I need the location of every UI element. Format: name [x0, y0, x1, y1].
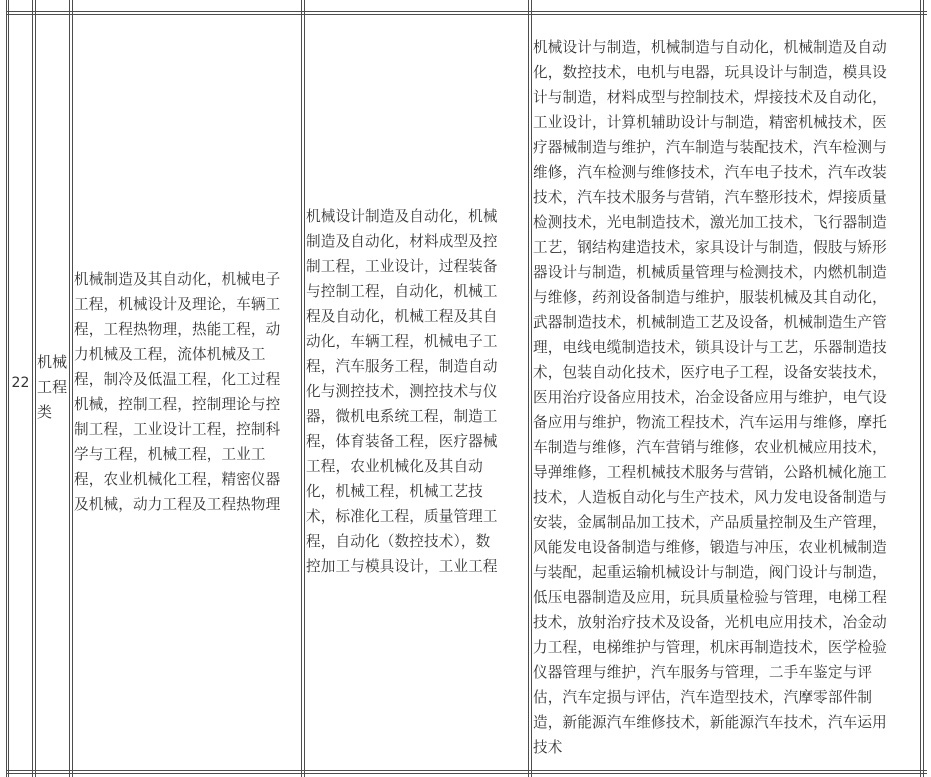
col-divider [301, 0, 302, 777]
vocational-majors-cell [532, 15, 920, 770]
bachelor-majors-text: 机械设计制造及自动化，机械 制造及自动化，材料成型及控 制工程，工业设计，过程装备 与控制工程，自动化，机械工 程及自动化，机械工程及其自 动化，车辆工程，机械电子工 程，汽车服务工程，制造自动 化与测控技术，测控技术与仪 器，微机电系统工程，制造工 程，体育装备工程，医疗器械 工程，农业机械化及其自动 化，机械工程，机械工艺技 术，标准化工程，质量管理工 程，自动化（数控技术），数 控加工与模具设计，工业工程 [306, 208, 498, 575]
col-divider [69, 0, 70, 777]
table-top-divider [6, 11, 927, 12]
undergrad-majors-cell [73, 15, 301, 770]
table-bottom-border [6, 773, 927, 774]
col-divider [32, 0, 33, 777]
col-divider [920, 0, 921, 777]
undergrad-majors-text: 机械制造及其自动化，机械电子 工程，机械设计及理论，车辆工 程，工程热物理，热能工程，动 力机械及工程，流体机械及工 程，制冷及低温工程，化工过程 机械，控制工程，控制理论与控 制工程，工业设计工程，控制科 学与工程，机械工程，工业工 程，农业机械化工程，精密仪器 及机械，动力工程及工程热物理 [74, 270, 281, 513]
vocational-majors-text: 机械设计与制造，机械制造与自动化，机械制造及自动 化，数控技术，电机与电器，玩具设计与制造，模具设 计与制造，材料成型与控制技术，焊接技术及自动化， 工业设计，计算机辅助设计与制造，精密机械技术，医 疗器械制造与维护，汽车制造与装配技术，汽车检测与 维修，汽车检测与维修技术，汽车电子技术，汽车改装 技术，汽车技术服务与营销，汽车整形技术，焊接质量 检测技术，光电制造技术，激光加工技术，飞行器制造 工艺，钢结构建造技术，家具设计与制造，假肢与矫形 器设计与制造，机械质量管理与检测技术，内燃机制造 与维修，药剂设备制造与维护，服装机械及其自动化， 武器制造技术，机械制造工艺及设备，机械制造生产管 理，电线电缆制造技术，锁具设计与工艺，乐器制造技 术，包装自动化技术，医疗电子工程，设备安装技术， 医用治疗设备应用技术，冶金设备应用与维护，电气设 备应用与维护，物流工程技术，汽车运用与维修，摩托 车制造与维修，汽车营销与维修，农业机械应用技术， 导弹维修，工程机械技术服务与营销，公路机械化施工 技术，人造板自动化与生产技术，风力发电设备制造与 安装，金属制品加工技术，产品质量控制及生产管理， 风能发电设备制造与维修，锻造与冲压，农业机械制造 与装配，起重运输机械设计与制造，阀门设计与制造， 低压电器制造及应用，玩具质量检验与管理，电梯工程 技术，放射治疗技术及设备，光机电应用技术，冶金动 力工程，电梯维护与管理，机床再制造技术，医学检验 仪器管理与维护，汽车服务与管理，二手车鉴定与评 估，汽车定损与评估，汽车造型技术，汽摩零部件制 造，新能源汽车维修技术，新能源汽车技术，汽车运用 技术 [533, 39, 887, 756]
category-name: 机械 工程 类 [37, 353, 68, 421]
category-cell [36, 15, 69, 770]
row-index-cell [9, 15, 32, 770]
col-divider [923, 0, 924, 777]
col-divider [6, 0, 7, 777]
table-bottom-border-inner [6, 770, 927, 771]
bachelor-majors-cell [305, 15, 528, 770]
row-index: 22 [11, 374, 30, 391]
col-divider [528, 0, 529, 777]
